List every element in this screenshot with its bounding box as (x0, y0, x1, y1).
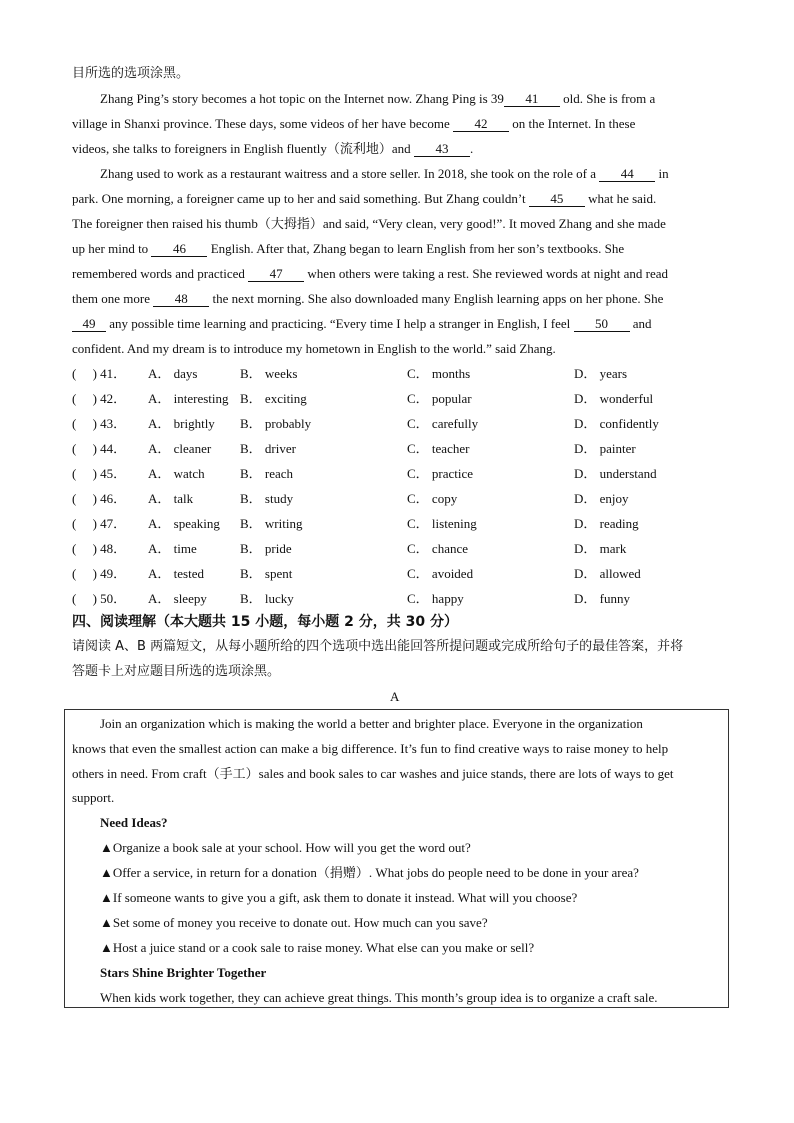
option-d: D． understand (574, 466, 657, 481)
option-a: A． interesting (148, 391, 229, 406)
passage-line: them one more 48 the next morning. She also downloaded many English learning apps on her phone. She (72, 291, 664, 306)
option-b: B． spent (240, 566, 293, 581)
box-subheading: Need Ideas? (100, 815, 168, 830)
passage-label: A (390, 689, 400, 704)
option-a: A． cleaner (148, 441, 212, 456)
blank-45: 45 (529, 192, 585, 207)
box-subheading: Stars Shine Brighter Together (100, 965, 267, 980)
passage-line: remembered words and practiced 47 when others were taking a rest. She reviewed words at night and read (72, 266, 669, 281)
question-number: ( ) 49． (72, 566, 127, 581)
idea-item: ▲Organize a book sale at your school. How will you get the word out? (100, 840, 471, 855)
option-c: C． happy (407, 591, 464, 606)
option-a: A． time (148, 541, 197, 556)
blank-47: 47 (248, 267, 304, 282)
option-d: D． funny (574, 591, 630, 606)
section-instruction: 答题卡上对应题目所选的选项涂黑。 (72, 664, 281, 679)
passage-line: The foreigner then raised his thumb（大拇指）and said, “Very clean, very good!”. It moved Zhang and she made (72, 216, 666, 231)
question-number: ( ) 44． (72, 441, 127, 456)
instruction-continuation: 目所选的选项涂黑。 (72, 66, 190, 81)
option-a: A． sleepy (148, 591, 207, 606)
passage-line: 49 any possible time learning and practicing. “Every time I help a stranger in English, I feel 50 and (72, 316, 652, 332)
question-number: ( ) 43． (72, 416, 127, 431)
option-b: B． study (240, 491, 294, 506)
box-text-line: others in need. From craft（手工）sales and book sales to car washes and juice stands, there are lots of ways to get (72, 766, 674, 781)
idea-item: ▲Set some of money you receive to donate out. How much can you save? (100, 915, 488, 930)
option-d: D． painter (574, 441, 636, 456)
blank-49: 49 (72, 317, 106, 332)
blank-50: 50 (574, 317, 630, 332)
option-c: C． copy (407, 491, 458, 506)
option-b: B． exciting (240, 391, 307, 406)
box-text-line: knows that even the smallest action can make a big difference. It’s fun to find creative ways to raise money to help (72, 741, 669, 756)
question-number: ( ) 50． (72, 591, 127, 606)
question-number: ( ) 48． (72, 541, 127, 556)
question-number: ( ) 42． (72, 391, 127, 406)
idea-item: ▲If someone wants to give you a gift, ask them to donate it instead. What will you choose? (100, 890, 578, 905)
box-text-line: support. (72, 790, 115, 805)
option-c: C． chance (407, 541, 469, 556)
idea-item: ▲Offer a service, in return for a donation（捐赠）. What jobs do people need to be done in your area? (100, 865, 639, 880)
option-c: C． avoided (407, 566, 474, 581)
box-text-line: Join an organization which is making the world a better and brighter place. Everyone in the organization (100, 716, 643, 731)
section-heading: 四、阅读理解（本大题共 15 小题，每小题 2 分，共 30 分） (72, 614, 458, 630)
blank-41: 41 (504, 92, 560, 107)
option-d: D． wonderful (574, 391, 654, 406)
option-c: C． carefully (407, 416, 479, 431)
blank-44: 44 (599, 167, 655, 182)
option-a: A． talk (148, 491, 194, 506)
option-b: B． reach (240, 466, 294, 481)
blank-43: 43 (414, 142, 470, 157)
passage-line: videos, she talks to foreigners in English fluently（流利地）and 43 . (72, 141, 474, 156)
option-b: B． lucky (240, 591, 294, 606)
idea-item: ▲Host a juice stand or a cook sale to raise money. What else can you make or sell? (100, 940, 535, 955)
passage-line: village in Shanxi province. These days, some videos of her have become 42 on the Internet. In these (72, 116, 636, 131)
option-d: D． reading (574, 516, 639, 531)
passage-line: Zhang used to work as a restaurant waitress and a store seller. In 2018, she took on the role of a 44 in (100, 166, 669, 181)
option-a: A． watch (148, 466, 205, 481)
question-number: ( ) 45． (72, 466, 127, 481)
option-a: A． speaking (148, 516, 220, 531)
question-number: ( ) 41． (72, 366, 127, 381)
option-a: A． brightly (148, 416, 215, 431)
option-c: C． months (407, 366, 471, 381)
blank-42: 42 (453, 117, 509, 132)
option-b: B． weeks (240, 366, 298, 381)
option-c: C． practice (407, 466, 474, 481)
option-d: D． mark (574, 541, 627, 556)
blank-46: 46 (151, 242, 207, 257)
passage-line: Zhang Ping’s story becomes a hot topic on the Internet now. Zhang Ping is 39 41 old. She is from a (100, 91, 656, 106)
option-b: B． driver (240, 441, 296, 456)
option-c: C． listening (407, 516, 477, 531)
blank-48: 48 (153, 292, 209, 307)
section-instruction: 请阅读 A、B 两篇短文，从每小题所给的四个选项中选出能回答所提问题或完成所给句子的最佳答案，并将 (72, 639, 684, 654)
question-number: ( ) 47． (72, 516, 127, 531)
option-d: D． enjoy (574, 491, 629, 506)
option-d: D． confidently (574, 416, 659, 431)
option-b: B． writing (240, 516, 303, 531)
option-c: C． popular (407, 391, 472, 406)
option-c: C． teacher (407, 441, 470, 456)
question-number: ( ) 46． (72, 491, 127, 506)
option-a: A． days (148, 366, 198, 381)
passage-line: up her mind to 46 English. After that, Zhang began to learn English from her son’s textbooks. She (72, 241, 625, 256)
box-text-line: When kids work together, they can achieve great things. This month’s group idea is to organize a craft sale. (100, 990, 658, 1005)
option-d: D． allowed (574, 566, 641, 581)
passage-line: park. One morning, a foreigner came up to her and said something. But Zhang couldn’t 45 what he said. (72, 191, 657, 206)
option-b: B． probably (240, 416, 312, 431)
option-d: D． years (574, 366, 628, 381)
option-a: A． tested (148, 566, 204, 581)
option-b: B． pride (240, 541, 292, 556)
passage-line: confident. And my dream is to introduce my hometown in English to the world.” said Zhang. (72, 341, 556, 356)
